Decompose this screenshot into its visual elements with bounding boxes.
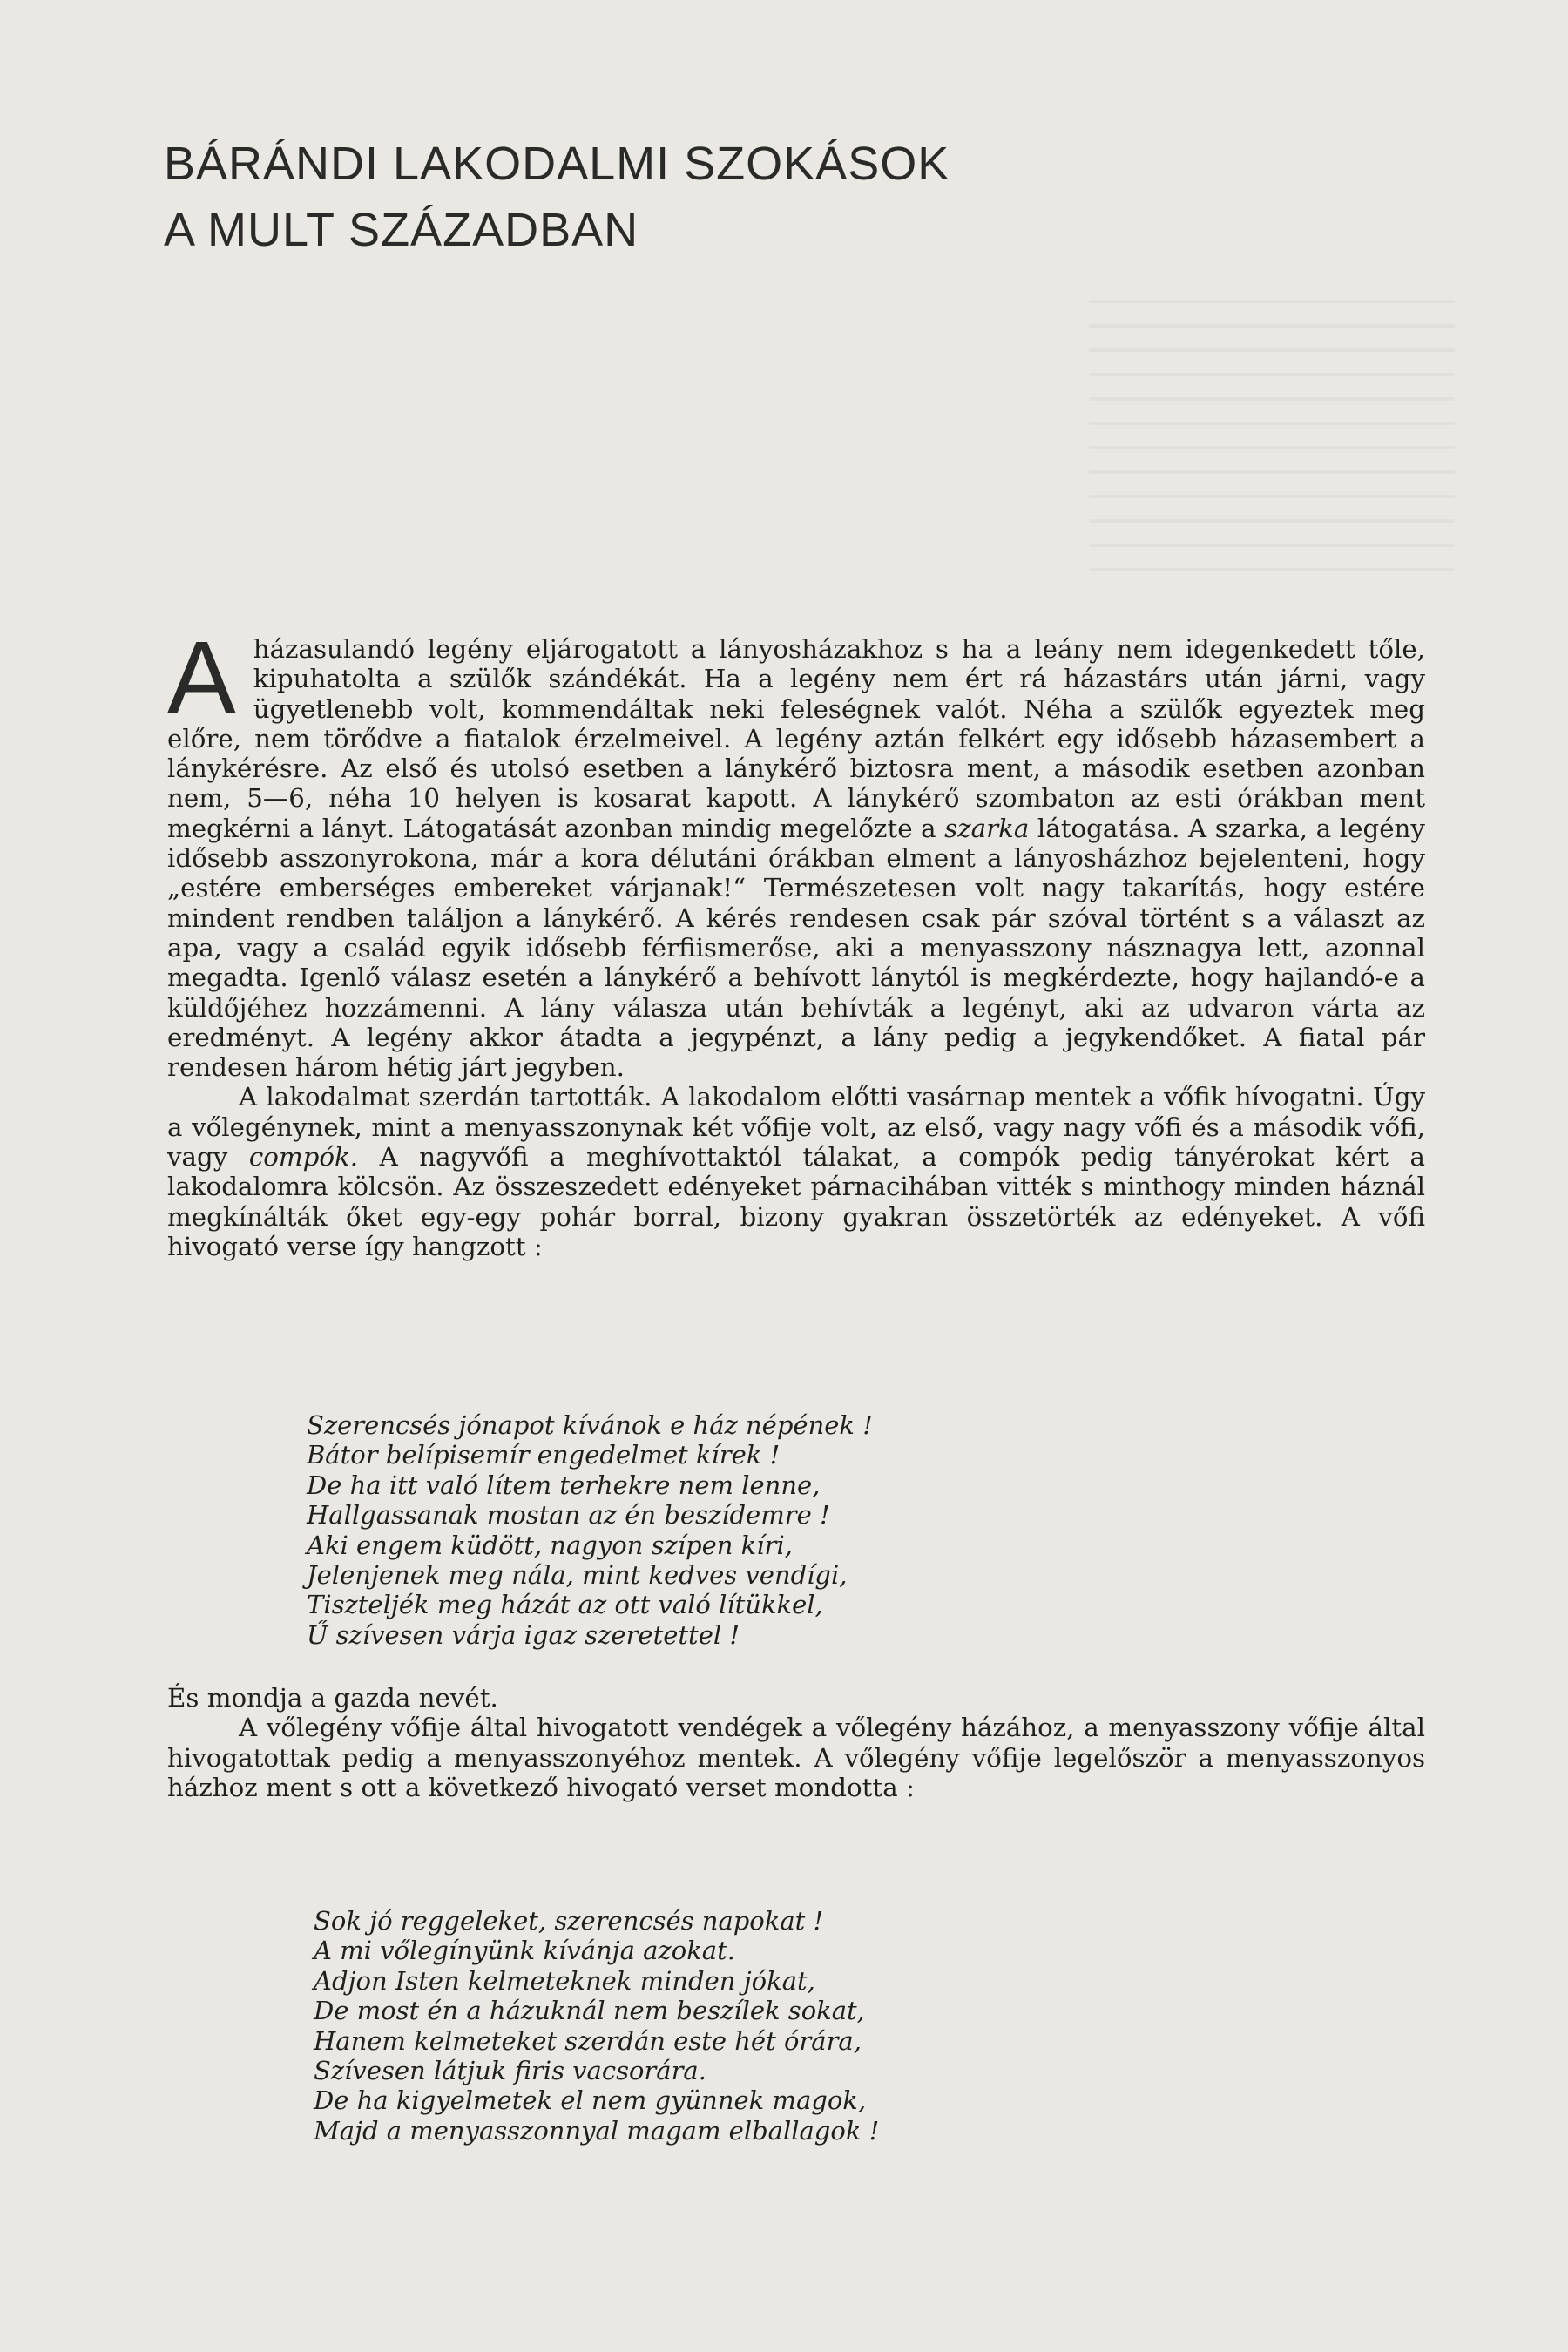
verse-line: Bátor belípisemír engedelmet kírek ! xyxy=(307,1440,781,1470)
verse-line: Sok jó reggeleket, szerencsés napokat ! xyxy=(314,1906,824,1936)
paragraph-1-text: házasulandó legény eljárogatott a lányosházakhoz s ha a leány nem idegenkedett tőle, kipuhatolta a szülők szándékát. Ha a legény nem ért rá házastárs után járni, vagy ügyetlenebb volt, kommendáltak neki feleségnek valót. Néha a szülők egyeztek meg előre, nem törődve a fiatalok érzelmeivel. A legény aztán felkért egy idősebb házasembert a lánykérésre. Az első és utolsó esetben a lánykérő biztosra ment, a második esetben azonban nem, 5—6, néha 10 helyen is kosarat kapott. A lánykérő szombaton az esti órákban ment megkérni a lányt. Látogatását azonban mindig megelőzte a xyxy=(167,634,1425,843)
paragraph-1-rest: látogatása. A szarka, a legény idősebb asszonyrokona, már a kora délutáni órákban elment a lányosházhoz bejelenteni, hogy „estére emberséges embereket várjanak!“ Természetesen volt nagy takarítás, hogy estére mindent rendben találjon a lánykérő. A kérés rendesen csak pár szóval történt s a választ az apa, vagy a család egyik idősebb férfiismerőse, aki a menyasszony násznagya lett, azonnal megadta. Igenlő válasz esetén a lánykérő a behívott lánytól is megkérdezte, hogy hajlandó-e a küldőjéhez hozzámenni. A lány válasza után behívták a legényt, aki az udvaron várta az eredményt. A legény akkor átadta a jegypénzt, a lány pedig a jegykendőket. A fiatal pár rendesen három hétig járt jegyben. xyxy=(167,813,1425,1083)
verse-block-1 xyxy=(307,1410,1352,1650)
verse-line: Aki engem küdött, nagyon szípen kíri, xyxy=(307,1530,793,1560)
verse-line: Tiszteljék meg házát az ott való lítükkel, xyxy=(307,1590,823,1620)
bleed-through-shadow xyxy=(1089,279,1455,592)
verse-line: Hanem kelmeteket szerdán este hét órára, xyxy=(314,2025,862,2056)
verse-line: Adjon Isten kelmeteknek minden jókat, xyxy=(314,1965,815,1996)
paragraph-4: A vőlegény vőfije által hivogatott vendégek a vőlegény házához, a menyasszony vőfije által hivogatottak pedig a menyasszonyéhoz mentek. A vőlegény vőfije legelőször a menyasszonyos házhoz ment s ott a következő hivogató verset mondotta : xyxy=(167,1713,1425,1802)
verse-line: Ű szívesen várja igaz szeretettel ! xyxy=(307,1619,740,1650)
verse-line: Szívesen látjuk firis vacsorára. xyxy=(314,2056,706,2086)
paragraph-2-start: A lakodalmat szerdán tartották. A lakodalom előtti vasárnap mentek a vőfik hívogatni. Úgy a vőlegénynek, mint a menyasszonynak két vőfije volt, az első, vagy nagy vőfi és a második vőfi, vagy xyxy=(167,1082,1425,1173)
verse-line: A mi vőlegínyünk kívánja azokat. xyxy=(314,1936,735,1966)
article-body-continued xyxy=(167,1683,1425,1802)
paragraph-2-italic: compók. xyxy=(248,1142,359,1173)
verse-line: De ha itt való lítem terhekre nem lenne, xyxy=(307,1470,821,1500)
drop-cap: A xyxy=(167,620,236,735)
paragraph-2 xyxy=(167,1082,1425,1261)
paragraph-1 xyxy=(167,620,1425,1083)
article-title xyxy=(164,131,950,263)
title-line-2: A MULT SZÁZADBAN xyxy=(164,204,639,256)
article-body xyxy=(167,620,1425,1261)
verse-line: De most én a házuknál nem beszílek sokat, xyxy=(314,1996,865,2026)
verse-line: Majd a menyasszonnyal magam elballagok ! xyxy=(314,2115,880,2146)
verse-line: Hallgassanak mostan az én beszídemre ! xyxy=(307,1500,830,1531)
title-line-1: BÁRÁNDI LAKODALMI SZOKÁSOK xyxy=(164,138,950,190)
verse-line: Jelenjenek meg nála, mint kedves vendígi, xyxy=(307,1560,848,1591)
paragraph-1-italic: szarka xyxy=(944,813,1030,843)
verse-line: Szerencsés jónapot kívánok e ház népének ! xyxy=(307,1410,873,1440)
paragraph-2-rest: A nagyvőfi a meghívottaktól tálakat, a compók pedig tányérokat kért a lakodalomra kölcsön. Az összeszedett edényeket párnacihában vitték s minthogy minden háznál megkínálták őket egy-egy pohár borral, bizony gyakran összetörték az edényeket. A vőfi hivogató verse így hangzott : xyxy=(167,1142,1425,1261)
verse-line: De ha kigyelmetek el nem gyünnek magok, xyxy=(314,2085,867,2116)
verse-block-2 xyxy=(314,1906,1359,2146)
paragraph-3: És mondja a gazda nevét. xyxy=(167,1683,498,1713)
